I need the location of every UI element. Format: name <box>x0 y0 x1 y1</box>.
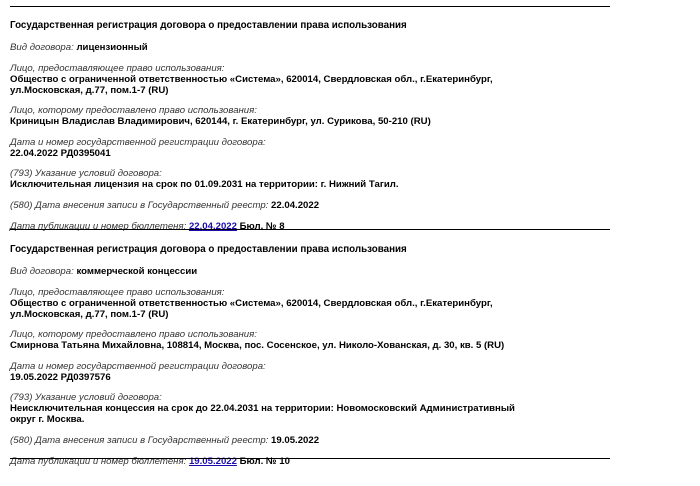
bulletin-number: Бюл. № 8 <box>239 221 285 232</box>
grantee-field <box>10 105 610 127</box>
registration-label: Дата и номер государственной регистрации договора: <box>10 137 266 148</box>
entry-date-field <box>10 200 610 211</box>
registration-record-2 <box>10 244 610 467</box>
grantee-value: Смирнова Татьяна Михайловна, 108814, Москва, пос. Сосенское, ул. Николо-Хованская, д. 30, кв. 5 (RU) <box>10 340 505 351</box>
publication-label: Дата публикации и номер бюллетеня: <box>10 456 187 467</box>
grantor-label: Лицо, предоставляющее право использования: <box>10 287 225 298</box>
registration-field <box>10 361 610 383</box>
registration-label: Дата и номер государственной регистрации договора: <box>10 361 266 372</box>
publication-date-link[interactable]: 19.05.2022 <box>188 456 237 467</box>
terms-value-line-1: Неисключительная концессия на срок до 22.04.2031 на территории: Новомосковский Административный <box>10 403 515 414</box>
terms-field <box>10 392 610 425</box>
grantor-field <box>10 287 610 320</box>
terms-field <box>10 168 610 190</box>
record-title: Государственная регистрация договора о предоставлении права использования <box>10 20 407 31</box>
registration-record-1 <box>10 20 610 232</box>
contract-type-value: коммерческой концессии <box>76 266 198 277</box>
record-title: Государственная регистрация договора о предоставлении права использования <box>10 244 407 255</box>
grantor-value-line-2: ул.Московская, д.77, пом.1-7 (RU) <box>10 309 169 320</box>
terms-value-line-2: округ г. Москва. <box>10 414 85 425</box>
record-separator <box>10 458 610 459</box>
record-separator <box>10 6 610 7</box>
grantor-value-line-1: Общество с ограниченной ответственностью «Система», 620014, Свердловская обл., г.Екатеринбург, <box>10 74 493 85</box>
contract-type-label: Вид договора: <box>10 266 74 277</box>
terms-value: Исключительная лицензия на срок по 01.09.2031 на территории: г. Нижний Тагил. <box>10 179 399 190</box>
entry-date-label: (580) Дата внесения записи в Государственный реестр: <box>10 435 269 446</box>
grantor-value-line-1: Общество с ограниченной ответственностью «Система», 620014, Свердловская обл., г.Екатеринбург, <box>10 298 493 309</box>
terms-label: (793) Указание условий договора: <box>10 392 162 403</box>
publication-label: Дата публикации и номер бюллетеня: <box>10 221 187 232</box>
contract-type-label: Вид договора: <box>10 42 74 53</box>
contract-type-field <box>10 266 610 277</box>
contract-type-value: лицензионный <box>76 42 148 53</box>
entry-date-field <box>10 435 610 446</box>
grantee-field <box>10 329 610 351</box>
grantor-label: Лицо, предоставляющее право использования: <box>10 63 225 74</box>
registration-field <box>10 137 610 159</box>
terms-label: (793) Указание условий договора: <box>10 168 162 179</box>
entry-date-label: (580) Дата внесения записи в Государственный реестр: <box>10 200 269 211</box>
contract-type-field <box>10 42 610 53</box>
entry-date-value: 19.05.2022 <box>271 435 320 446</box>
grantee-label: Лицо, которому предоставлено право использования: <box>10 105 257 116</box>
registration-value: 19.05.2022 РД0397576 <box>10 372 111 383</box>
record-separator <box>10 229 610 230</box>
publication-field <box>10 221 610 232</box>
grantor-value-line-2: ул.Московская, д.77, пом.1-7 (RU) <box>10 85 169 96</box>
grantor-field <box>10 63 610 96</box>
registration-value: 22.04.2022 РД0395041 <box>10 148 111 159</box>
grantee-value: Криницын Владислав Владимирович, 620144, г. Екатеринбург, ул. Сурикова, 50-210 (RU) <box>10 116 431 127</box>
entry-date-value: 22.04.2022 <box>271 200 320 211</box>
bulletin-number: Бюл. № 10 <box>239 456 290 467</box>
grantee-label: Лицо, которому предоставлено право использования: <box>10 329 257 340</box>
publication-date-link[interactable]: 22.04.2022 <box>188 221 237 232</box>
